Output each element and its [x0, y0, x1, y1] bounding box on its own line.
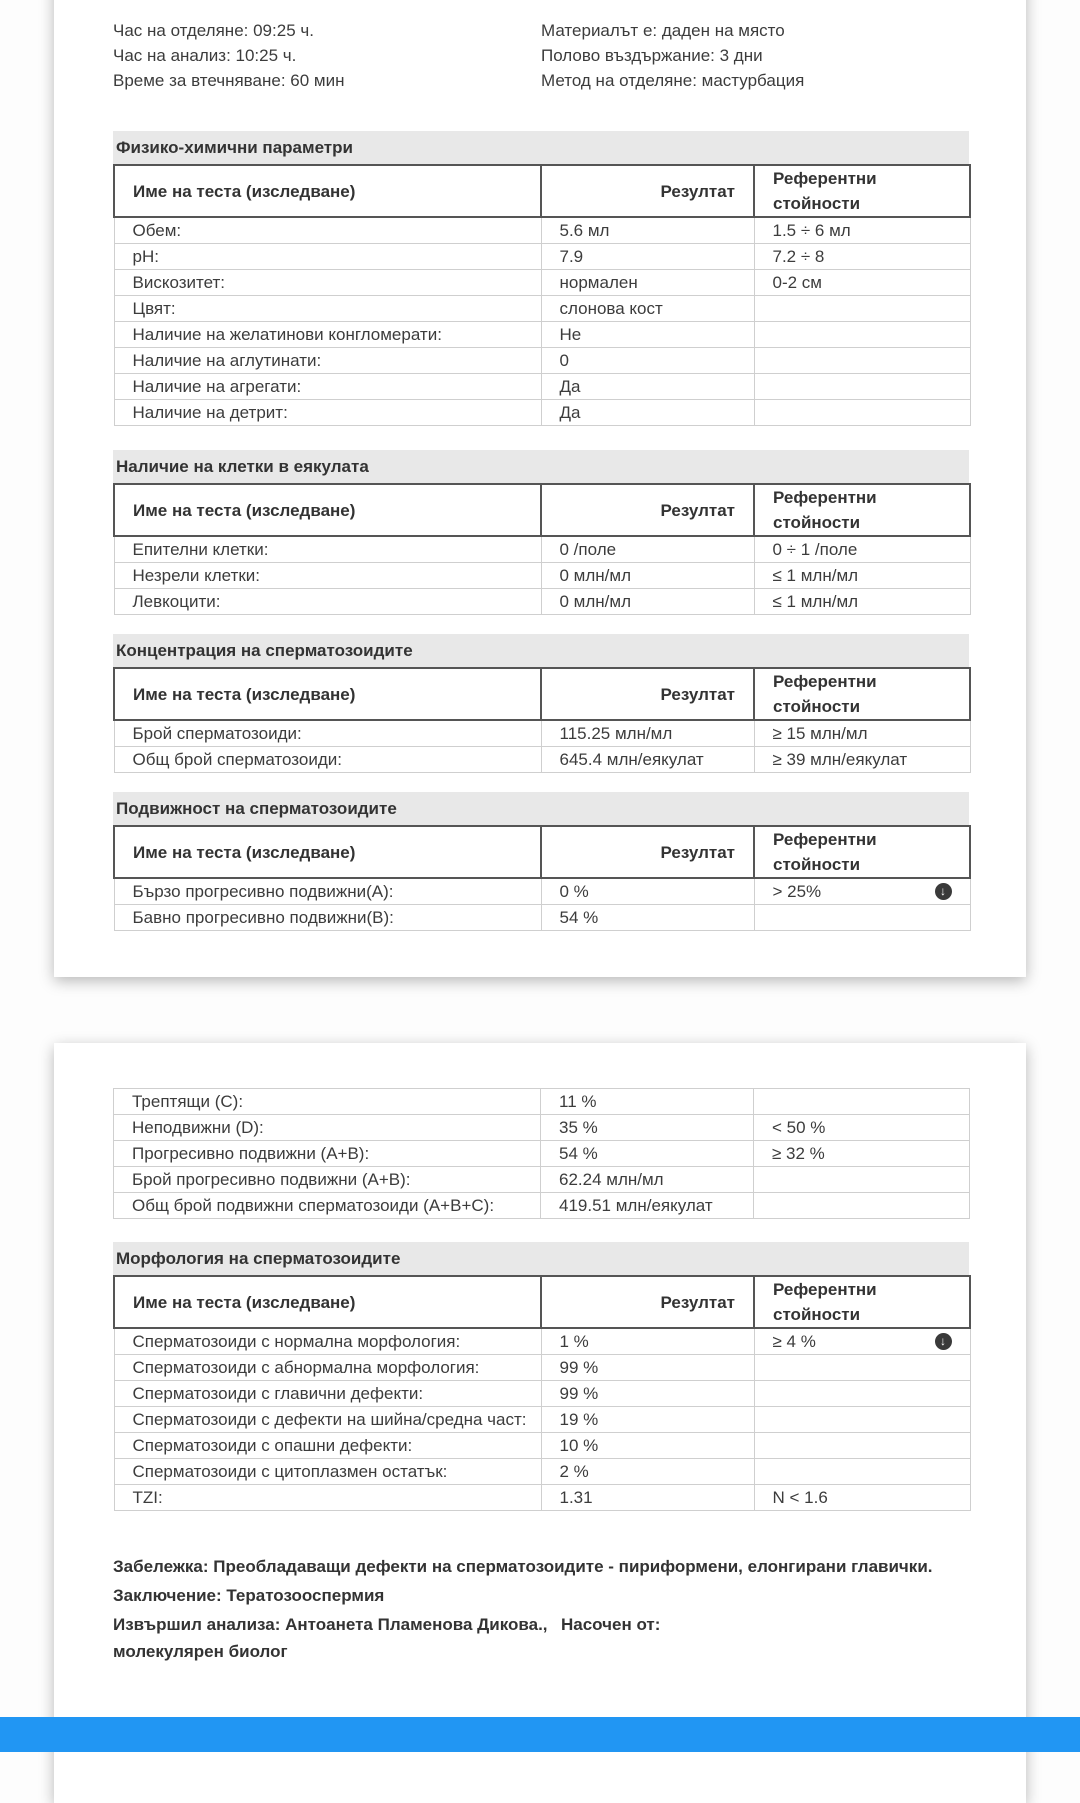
test-result: 419.51 млн/еякулат	[541, 1193, 754, 1219]
report-page-1	[54, 0, 1026, 977]
reference-value: ≤ 1 млн/мл	[772, 565, 859, 585]
test-name: Наличие на желатинови конгломерати:	[114, 322, 541, 348]
test-reference	[754, 563, 970, 589]
below-range-icon[interactable]: ↓	[935, 883, 952, 900]
test-reference	[754, 217, 970, 244]
results-table	[113, 667, 971, 773]
table-row	[114, 1433, 970, 1459]
table-row	[114, 296, 970, 322]
test-name: Сперматозоиди с главични дефекти:	[114, 1381, 541, 1407]
table-row	[114, 1141, 970, 1167]
test-result: 35 %	[541, 1115, 754, 1141]
section-title: Концентрация на сперматозоидите	[113, 634, 969, 667]
bottom-toolbar[interactable]	[0, 1717, 1080, 1752]
test-result: 7.9	[541, 244, 754, 270]
report-page-2	[54, 1043, 1026, 1803]
header-test-name: Име на теста (изследване)	[114, 1276, 541, 1328]
section-title: Подвижност на сперматозоидите	[113, 792, 969, 825]
header-reference	[754, 484, 970, 536]
results-table	[113, 825, 971, 931]
table-row	[114, 1328, 970, 1355]
table-row	[114, 374, 970, 400]
table-row	[114, 1167, 970, 1193]
test-name: Бързо прогресивно подвижни(A):	[114, 878, 541, 905]
sample-info-right	[541, 18, 804, 93]
test-reference	[754, 348, 970, 374]
section-title: Наличие на клетки в еякулата	[113, 450, 969, 483]
test-result: 54 %	[541, 905, 754, 931]
test-name: Сперматозоиди с опашни дефекти:	[114, 1433, 541, 1459]
material-delivery: Материалът е: даден на място	[541, 21, 785, 40]
table-row	[114, 244, 970, 270]
results-table	[113, 1275, 971, 1511]
header-reference-line2: стойности	[773, 194, 861, 213]
test-reference	[754, 400, 970, 426]
table-row	[114, 270, 970, 296]
table-row	[114, 720, 970, 747]
table-row	[114, 1115, 970, 1141]
test-result: 0	[541, 348, 754, 374]
table-header-row	[114, 484, 970, 536]
header-result: Резултат	[541, 1276, 754, 1328]
header-reference	[754, 668, 970, 720]
test-name: Незрели клетки:	[114, 563, 541, 589]
section-title: Физико-химични параметри	[113, 131, 969, 164]
test-result: 0 млн/мл	[541, 563, 754, 589]
table-row	[114, 589, 970, 615]
test-reference	[754, 270, 970, 296]
reference-value: ≥ 39 млн/еякулат	[772, 749, 908, 769]
test-result: Да	[541, 400, 754, 426]
test-result: 1 %	[541, 1328, 754, 1355]
results-table	[113, 483, 971, 615]
collection-time: Час на отделяне: 09:25 ч.	[113, 21, 314, 40]
reference-value: ≥ 15 млн/мл	[772, 723, 868, 743]
test-reference	[754, 1355, 970, 1381]
header-reference-line1: Референтни	[773, 830, 877, 849]
section-title: Морфология на сперматозоидите	[113, 1242, 969, 1275]
test-name: Левкоцити:	[114, 589, 541, 615]
table-header-row	[114, 165, 970, 217]
test-name: Брой прогресивно подвижни (A+B):	[114, 1167, 541, 1193]
test-result: 5.6 мл	[541, 217, 754, 244]
table-row	[114, 322, 970, 348]
test-reference	[754, 296, 970, 322]
header-reference-line2: стойности	[773, 855, 861, 874]
test-name: Сперматозоиди с цитоплазмен остатък:	[114, 1459, 541, 1485]
test-result: нормален	[541, 270, 754, 296]
test-result: 99 %	[541, 1355, 754, 1381]
test-name: Неподвижни (D):	[114, 1115, 541, 1141]
test-result: Не	[541, 322, 754, 348]
test-name: TZI:	[114, 1485, 541, 1511]
header-result: Резултат	[541, 826, 754, 878]
test-name: Обем:	[114, 217, 541, 244]
reference-value: > 25%	[772, 881, 822, 901]
table-row	[114, 1459, 970, 1485]
table-header-row	[114, 668, 970, 720]
conclusions	[113, 1553, 973, 1665]
test-result: 2 %	[541, 1459, 754, 1485]
below-range-icon[interactable]: ↓	[935, 1333, 952, 1350]
test-reference	[754, 1485, 970, 1511]
header-reference-line1: Референтни	[773, 169, 877, 188]
collection-method: Метод на отделяне: мастурбация	[541, 71, 805, 90]
abstinence: Полово въздържание: 3 дни	[541, 46, 763, 65]
test-name: Общ брой сперматозоиди:	[114, 747, 541, 773]
reference-value: N < 1.6	[772, 1487, 828, 1507]
header-reference-line1: Референтни	[773, 672, 877, 691]
header-reference-line2: стойности	[773, 697, 861, 716]
test-result: 54 %	[541, 1141, 754, 1167]
test-reference	[754, 1381, 970, 1407]
test-reference	[754, 1193, 970, 1219]
test-result: 11 %	[541, 1089, 754, 1115]
performed-by: Извършил анализа: Антоанета Пламенова Дикова., молекулярен биолог	[113, 1615, 548, 1661]
test-reference	[754, 1407, 970, 1433]
section-motility	[113, 792, 969, 931]
reference-value: < 50 %	[772, 1117, 826, 1137]
test-reference	[754, 1433, 970, 1459]
referred-by: Насочен от:	[561, 1615, 661, 1634]
header-reference-line1: Референтни	[773, 1280, 877, 1299]
test-name: Брой сперматозоиди:	[114, 720, 541, 747]
test-result: 645.4 млн/еякулат	[541, 747, 754, 773]
test-result: 115.25 млн/мл	[541, 720, 754, 747]
table-row	[114, 348, 970, 374]
table-row	[114, 400, 970, 426]
reference-value: ≤ 1 млн/мл	[772, 591, 859, 611]
reference-value: 0-2 см	[772, 272, 822, 292]
test-reference	[754, 1115, 970, 1141]
test-name: Трептящи (C):	[114, 1089, 541, 1115]
results-table	[113, 1088, 970, 1219]
test-result: 0 млн/мл	[541, 589, 754, 615]
test-name: Общ брой подвижни сперматозоиди (A+B+C):	[114, 1193, 541, 1219]
header-reference	[754, 826, 970, 878]
test-result: 19 %	[541, 1407, 754, 1433]
test-name: Цвят:	[114, 296, 541, 322]
table-row	[114, 1381, 970, 1407]
test-reference	[754, 1328, 970, 1355]
test-name: Сперматозоиди с абнормална морфология:	[114, 1355, 541, 1381]
test-result: 1.31	[541, 1485, 754, 1511]
header-result: Резултат	[541, 165, 754, 217]
test-reference	[754, 905, 970, 931]
test-result: 99 %	[541, 1381, 754, 1407]
test-reference	[754, 1089, 970, 1115]
table-header-row	[114, 826, 970, 878]
header-reference	[754, 1276, 970, 1328]
test-reference	[754, 720, 970, 747]
test-reference	[754, 322, 970, 348]
test-result: Да	[541, 374, 754, 400]
test-name: Епителни клетки:	[114, 536, 541, 563]
test-result: 0 /поле	[541, 536, 754, 563]
test-reference	[754, 1459, 970, 1485]
analysis-time: Час на анализ: 10:25 ч.	[113, 46, 297, 65]
table-row	[114, 1485, 970, 1511]
test-reference	[754, 1141, 970, 1167]
header-test-name: Име на теста (изследване)	[114, 668, 541, 720]
table-row	[114, 905, 970, 931]
liquefaction-time: Време за втечняване: 60 мин	[113, 71, 345, 90]
results-table	[113, 164, 971, 426]
test-name: Наличие на детрит:	[114, 400, 541, 426]
test-result: слонова кост	[541, 296, 754, 322]
reference-value: 0 ÷ 1 /поле	[772, 539, 858, 559]
test-name: Бавно прогресивно подвижни(B):	[114, 905, 541, 931]
test-reference	[754, 878, 970, 905]
table-row	[114, 1089, 970, 1115]
header-reference-line1: Референтни	[773, 488, 877, 507]
header-result: Резултат	[541, 484, 754, 536]
table-row	[114, 217, 970, 244]
test-name: Сперматозоиди с дефекти на шийна/средна част:	[114, 1407, 541, 1433]
test-result: 10 %	[541, 1433, 754, 1459]
test-name: Прогресивно подвижни (A+B):	[114, 1141, 541, 1167]
header-reference-line2: стойности	[773, 1305, 861, 1324]
test-name: Наличие на агрегати:	[114, 374, 541, 400]
test-name: Наличие на аглутинати:	[114, 348, 541, 374]
test-name: pH:	[114, 244, 541, 270]
sample-info-left	[113, 18, 344, 93]
section-concentration	[113, 634, 969, 773]
table-row	[114, 878, 970, 905]
table-row	[114, 747, 970, 773]
section-physico-chemical	[113, 131, 969, 426]
section-morphology	[113, 1242, 969, 1511]
reference-value: 7.2 ÷ 8	[772, 246, 825, 266]
table-row	[114, 536, 970, 563]
header-test-name: Име на теста (изследване)	[114, 484, 541, 536]
header-reference	[754, 165, 970, 217]
test-result: 0 %	[541, 878, 754, 905]
table-row	[114, 1407, 970, 1433]
test-reference	[754, 244, 970, 270]
header-test-name: Име на теста (изследване)	[114, 826, 541, 878]
conclusion: Заключение: Тератозооспермия	[113, 1586, 385, 1605]
section-motility-continued	[113, 1088, 969, 1219]
test-name: Вискозитет:	[114, 270, 541, 296]
table-row	[114, 1355, 970, 1381]
test-reference	[754, 536, 970, 563]
table-row	[114, 1193, 970, 1219]
test-reference	[754, 589, 970, 615]
test-reference	[754, 374, 970, 400]
section-cells	[113, 450, 969, 615]
test-result: 62.24 млн/мл	[541, 1167, 754, 1193]
table-header-row	[114, 1276, 970, 1328]
table-row	[114, 563, 970, 589]
header-result: Резултат	[541, 668, 754, 720]
test-name: Сперматозоиди с нормална морфология:	[114, 1328, 541, 1355]
remark: Забележка: Преобладаващи дефекти на сперматозоидите - пириформени, елонгирани главички.	[113, 1557, 933, 1576]
header-reference-line2: стойности	[773, 513, 861, 532]
test-reference	[754, 747, 970, 773]
reference-value: ≥ 32 %	[772, 1143, 825, 1163]
test-reference	[754, 1167, 970, 1193]
reference-value: ≥ 4 %	[772, 1331, 816, 1351]
reference-value: 1.5 ÷ 6 мл	[772, 220, 851, 240]
header-test-name: Име на теста (изследване)	[114, 165, 541, 217]
